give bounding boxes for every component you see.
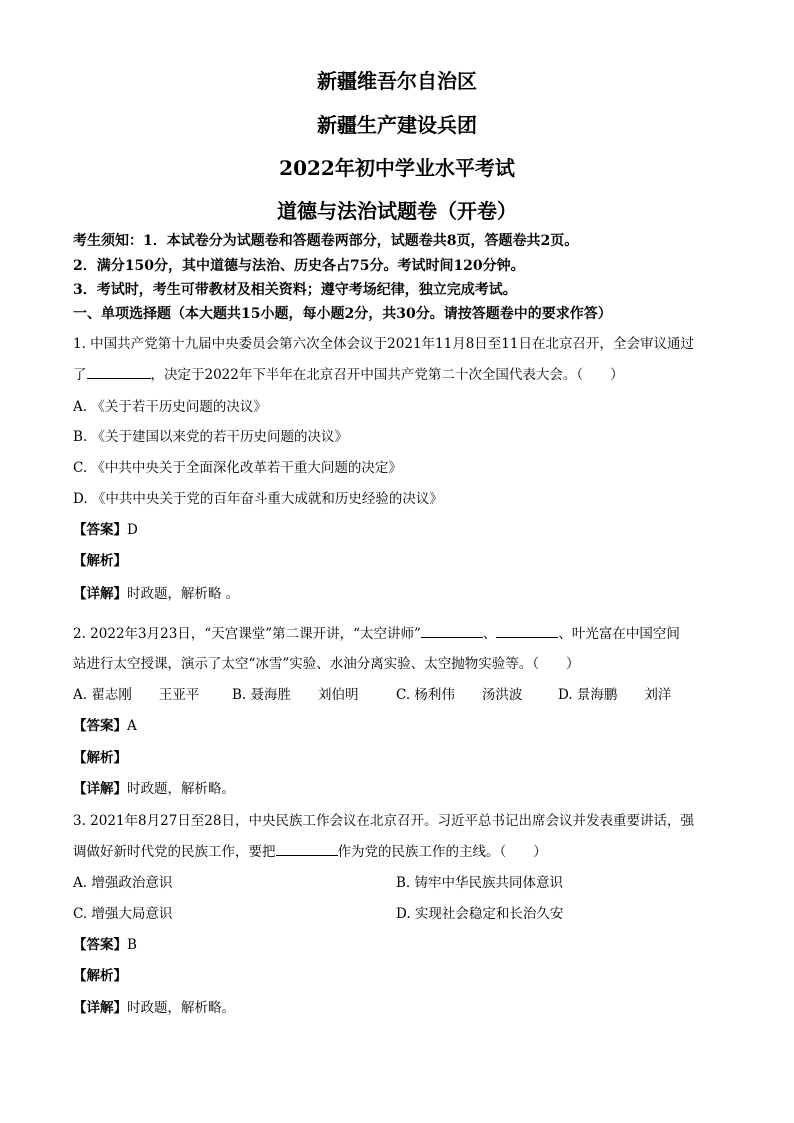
q3-option-b: B. 铸牢中华民族共同体意识 (396, 875, 564, 891)
section-heading: 一、单项选择题（本大题共15小题，每小题2分，共30分。请按答题卷中的要求作答） (73, 306, 612, 322)
q2-option-b: B. 聂海胜 刘伯明 (232, 687, 359, 703)
q3-blank (276, 843, 338, 856)
q2-option-a: A. 翟志刚 王亚平 (73, 687, 200, 703)
q2-answer-value: A (127, 718, 137, 734)
q3-analysis-label: 【解析】 (73, 968, 127, 984)
title-exam: 2022年初中学业水平考试 (279, 156, 515, 180)
q1-option-d: D. 《中共中央关于党的百年奋斗重大成就和历史经验的决议》 (73, 491, 443, 507)
q2-option-c: C. 杨利伟 汤洪波 (396, 687, 523, 703)
notice-line-3: 3．考试时，考生可带教材及相关资料；遵守考场纪律，独立完成考试。 (73, 282, 517, 298)
q1-stem-line-1: 1. 中国共产党第十九届中央委员会第六次全体会议于2021年11月8日至11日在北京召开，全会审议通过 (73, 336, 694, 352)
q3-option-a: A. 增强政治意识 (73, 875, 173, 891)
q3-answer-value: B (127, 937, 137, 953)
q1-answer (73, 521, 138, 539)
q3-stem-prefix: 调做好新时代党的民族工作，要把 (73, 844, 276, 860)
q3-option-c: C. 增强大局意识 (73, 906, 173, 922)
q2-option-d: D. 景海鹏 刘洋 (558, 687, 672, 703)
q1-blank (87, 366, 151, 379)
q3-detail-label: 【详解】 (73, 1000, 127, 1016)
q3-option-d: D. 实现社会稳定和长治久安 (396, 906, 564, 922)
q2-detail-text: 时政题，解析略。 (127, 781, 235, 797)
q2-answer (73, 717, 137, 735)
q3-answer (73, 936, 137, 954)
q2-detail-label: 【详解】 (73, 781, 127, 797)
title-corps: 新疆生产建设兵团 (317, 113, 477, 137)
notice-line-1: 考生须知：1．本试卷分为试题卷和答题卷两部分，试题卷共8页，答题卷共2页。 (73, 233, 579, 249)
q1-stem-prefix: 了 (73, 367, 87, 383)
q1-option-a: A. 《关于若干历史问题的决议》 (73, 399, 267, 415)
q3-detail (73, 999, 235, 1017)
q2-stem-line-1 (73, 625, 680, 643)
q2-detail (73, 780, 235, 798)
q3-stem-line-2 (73, 843, 547, 861)
q1-detail-label: 【详解】 (73, 586, 127, 602)
title-region: 新疆维吾尔自治区 (317, 69, 477, 93)
q2-stem-line-2: 站进行太空授课，演示了太空“冰雪”实验、水油分离实验、太空抛物实验等。（ ） (73, 656, 580, 672)
title-subject: 道德与法治试题卷（开卷） (277, 199, 517, 223)
q1-answer-label: 【答案】 (73, 522, 127, 538)
q1-option-b: B. 《关于建国以来党的若干历史问题的决议》 (73, 429, 349, 445)
q2-stem-suffix: 、叶光富在中国空间 (558, 626, 680, 642)
q2-answer-label: 【答案】 (73, 718, 127, 734)
q2-blank-1 (421, 625, 483, 638)
q2-stem-separator: 、 (482, 626, 497, 642)
q3-stem-suffix: 作为党的民族工作的主线。（ ） (337, 844, 547, 860)
q2-stem-prefix: 2. 2022年3月23日，“天宫课堂”第二课开讲，“太空讲师” (73, 626, 421, 642)
q1-option-c: C. 《中共中央关于全面深化改革若干重大问题的决定》 (73, 460, 402, 476)
q1-analysis-label: 【解析】 (73, 553, 127, 569)
q1-detail-text: 时政题，解析略 。 (127, 586, 240, 602)
q3-answer-label: 【答案】 (73, 937, 127, 953)
q1-stem-suffix: ，决定于2022年下半年在北京召开中国共产党第二十次全国代表大会。（ ） (150, 367, 624, 383)
q2-blank-2 (496, 625, 558, 638)
notice-line-2: 2．满分150分，其中道德与法治、历史各占75分。考试时间120分钟。 (73, 258, 525, 274)
q1-answer-value: D (127, 522, 138, 538)
q3-detail-text: 时政题，解析略。 (127, 1000, 235, 1016)
q1-detail (73, 585, 239, 603)
q2-analysis-label: 【解析】 (73, 750, 127, 766)
q3-stem-line-1: 3. 2021年8月27日至28日，中央民族工作会议在北京召开。习近平总书记出席会议并发表重要讲话，强 (73, 813, 694, 829)
q1-stem-line-2 (73, 366, 624, 384)
